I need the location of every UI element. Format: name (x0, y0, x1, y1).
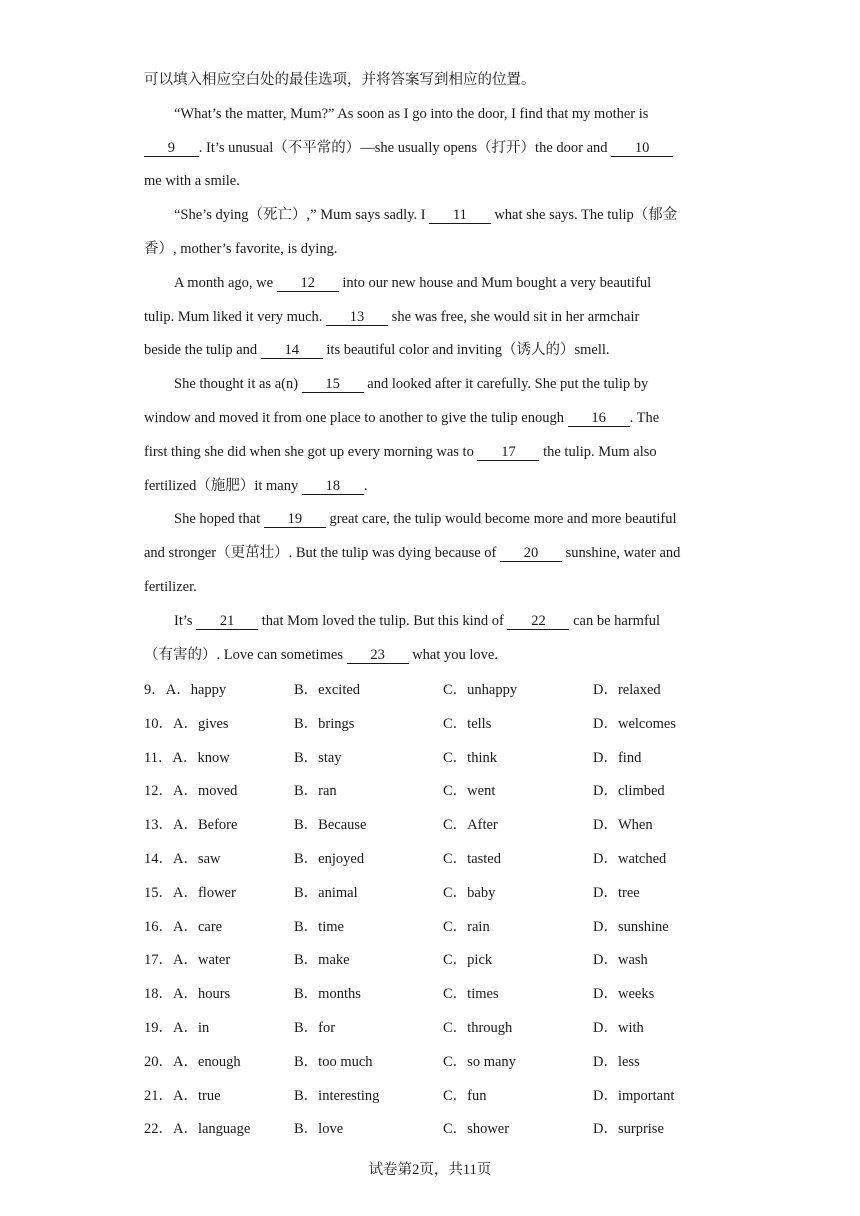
option-b[interactable] (294, 742, 342, 776)
passage-text: fertilized（施肥）it many (144, 477, 302, 494)
option-a[interactable] (144, 809, 237, 843)
option-c[interactable] (443, 708, 491, 742)
option-label: A．gives (173, 715, 229, 732)
passage-text: She thought it as a(n) (174, 376, 302, 393)
option-c[interactable] (443, 1113, 509, 1147)
option-b[interactable] (294, 1113, 343, 1147)
passage-text: A month ago, we (174, 274, 277, 291)
passage-text: beside the tulip and (144, 342, 261, 359)
passage-text: into our new house and Mum bought a very beautiful (338, 274, 652, 291)
option-label: D．surprise (593, 1121, 664, 1138)
passage-line (144, 571, 720, 605)
question-number: 22． (144, 1121, 173, 1138)
option-b[interactable] (294, 1046, 373, 1080)
option-label: A．happy (165, 682, 227, 698)
passage-text: its beautiful color and inviting（诱人的）smell. (322, 342, 610, 359)
option-d[interactable] (593, 1080, 674, 1114)
option-label: B．animal (294, 884, 358, 901)
option-b[interactable] (294, 708, 354, 742)
option-label: D．wash (593, 952, 648, 969)
question-row (144, 843, 724, 877)
passage-line (144, 165, 720, 199)
question-number: 10． (144, 715, 173, 732)
passage-text: “She’s dying（死亡）,” Mum says sadly. I (174, 207, 430, 224)
option-label: C．rain (443, 918, 490, 935)
option-d[interactable] (593, 843, 666, 877)
question-row (144, 674, 724, 708)
option-label: B．Because (294, 817, 367, 834)
option-d[interactable] (593, 1046, 640, 1080)
question-number: 21． (144, 1087, 173, 1104)
answer-blank[interactable]: 14 (262, 342, 321, 359)
option-c[interactable] (443, 877, 495, 911)
passage-line (144, 436, 720, 470)
answer-blank[interactable]: 9 (146, 139, 197, 156)
passage-line (144, 503, 720, 537)
passage-text: . The (629, 409, 660, 426)
option-label: A．moved (173, 783, 238, 800)
question-number: 16． (144, 918, 173, 935)
option-c[interactable] (443, 809, 498, 843)
passage-text: me with a smile. (144, 173, 240, 190)
option-label: D．weeks (593, 986, 655, 1003)
option-label: B．love (294, 1121, 344, 1138)
option-label: C．tasted (443, 850, 501, 867)
option-label: A．know (172, 749, 230, 766)
question-number: 19． (144, 1019, 173, 1036)
option-a[interactable] (144, 843, 221, 877)
question-row (144, 809, 724, 843)
passage-line (144, 132, 720, 166)
passage-line (144, 267, 720, 301)
question-number: 11． (144, 749, 173, 766)
option-a[interactable] (144, 911, 222, 945)
question-row (144, 944, 724, 978)
option-label: D．When (593, 817, 653, 834)
option-b[interactable] (294, 944, 350, 978)
passage-line (144, 368, 720, 402)
answer-blank[interactable]: 17 (479, 443, 538, 460)
passage-line (144, 639, 720, 673)
option-b[interactable] (294, 978, 361, 1012)
option-label: C．fun (443, 1087, 487, 1104)
option-label: B．too much (294, 1053, 373, 1070)
answer-blank[interactable]: 12 (278, 274, 337, 291)
option-label: C．pick (443, 952, 493, 969)
passage-line (144, 470, 720, 504)
option-label: D．watched (593, 850, 667, 867)
option-a[interactable] (144, 1012, 209, 1046)
passage-line (144, 233, 720, 267)
option-label: C．tells (443, 715, 492, 732)
option-label: B．time (294, 918, 344, 935)
option-c[interactable] (443, 911, 490, 945)
option-label: B．enjoyed (294, 850, 365, 867)
option-label: D．relaxed (593, 682, 661, 698)
option-a[interactable] (144, 775, 237, 809)
option-b[interactable] (294, 911, 344, 945)
option-label: B．brings (294, 715, 355, 732)
passage-line (144, 402, 720, 436)
option-label: B．ran (294, 783, 337, 800)
option-label: C．think (443, 749, 497, 766)
option-label: A．saw (173, 850, 221, 867)
passage-line (144, 98, 720, 132)
answer-blank[interactable]: 15 (303, 376, 362, 393)
question-number: 17． (144, 952, 173, 969)
passage-text: great care, the tulip would become more and more beautiful (325, 511, 677, 528)
option-b[interactable] (294, 877, 358, 911)
option-c[interactable] (443, 775, 495, 809)
passage-text: the tulip. Mum also (539, 443, 657, 460)
option-a[interactable] (144, 1080, 221, 1114)
instruction-line: 可以填入相应空白处的最佳选项，并将答案写到相应的位置。 (144, 72, 536, 88)
question-number: 9． (144, 682, 166, 698)
option-label: C．unhappy (443, 682, 518, 698)
passage-text: “What’s the matter, Mum?” As soon as I go into the door, I find that my mother is (174, 105, 649, 122)
option-c[interactable] (443, 944, 492, 978)
question-row (144, 877, 724, 911)
passage-text: She hoped that (174, 511, 264, 528)
question-row (144, 1012, 724, 1046)
option-label: D．climbed (593, 783, 665, 800)
page-footer: 试卷第2页，共11页 (368, 1162, 492, 1178)
option-label: B．excited (294, 682, 361, 698)
option-a[interactable] (144, 877, 236, 911)
option-label: A．in (173, 1019, 210, 1036)
option-a[interactable] (144, 674, 226, 708)
option-label: D．welcomes (593, 715, 676, 732)
option-label: C．so many (443, 1053, 516, 1070)
passage-text: can be harmful (569, 612, 661, 629)
passage-text: tulip. Mum liked it very much. (144, 308, 327, 325)
option-d[interactable] (593, 911, 669, 945)
option-c[interactable] (443, 1080, 487, 1114)
passage-line (144, 605, 720, 639)
option-label: A．hours (173, 986, 231, 1003)
question-row (144, 1046, 724, 1080)
option-label: A．water (173, 952, 231, 969)
option-label: D．important (593, 1087, 675, 1104)
option-label: B．interesting (294, 1087, 380, 1104)
option-a[interactable] (144, 978, 230, 1012)
option-c[interactable] (443, 843, 501, 877)
option-d[interactable] (593, 809, 653, 843)
option-label: D．find (593, 749, 642, 766)
question-number: 20． (144, 1053, 173, 1070)
answer-blank[interactable]: 23 (348, 646, 407, 663)
option-a[interactable] (144, 944, 230, 978)
answer-options (144, 674, 724, 1147)
passage-text: what you love. (408, 646, 498, 663)
option-label: C．baby (443, 884, 496, 901)
option-c[interactable] (443, 742, 497, 776)
passage-text: that Mom loved the tulip. But this kind of (258, 612, 508, 629)
option-b[interactable] (294, 843, 364, 877)
passage-text: first thing she did when she got up every morning was to (144, 443, 478, 460)
question-row (144, 978, 724, 1012)
question-number: 18． (144, 986, 173, 1003)
option-label: A．enough (173, 1053, 241, 1070)
option-d[interactable] (593, 978, 654, 1012)
option-label: A．flower (173, 884, 236, 901)
option-label: C．through (443, 1019, 513, 1036)
passage-text: and looked after it carefully. She put the tulip by (363, 376, 649, 393)
option-b[interactable] (294, 674, 360, 708)
passage-text: she was free, she would sit in her armchair (388, 308, 640, 325)
option-label: C．shower (443, 1121, 510, 1138)
answer-blank[interactable]: 20 (502, 545, 560, 562)
question-row (144, 1080, 724, 1114)
option-label: B．for (294, 1019, 336, 1036)
option-label: B．make (294, 952, 350, 969)
option-c[interactable] (443, 978, 499, 1012)
passage-text: . It’s unusual（不平常的）—she usually opens（打开）the door and (198, 139, 612, 156)
passage-text: （有害的）. Love can sometimes (144, 646, 347, 663)
option-label: C．After (443, 817, 498, 834)
answer-blank[interactable]: 10 (613, 139, 672, 156)
option-c[interactable] (443, 1046, 516, 1080)
option-a[interactable] (144, 1046, 241, 1080)
answer-blank[interactable]: 21 (198, 612, 257, 629)
option-b[interactable] (294, 1080, 379, 1114)
option-b[interactable] (294, 809, 366, 843)
option-d[interactable] (593, 1113, 664, 1147)
option-d[interactable] (593, 1012, 644, 1046)
option-label: C．times (443, 986, 499, 1003)
question-row (144, 708, 724, 742)
passage-text: window and moved it from one place to another to give the tulip enough (144, 409, 568, 426)
question-number: 15． (144, 884, 173, 901)
option-label: D．less (593, 1053, 640, 1070)
option-a[interactable] (144, 708, 229, 742)
option-d[interactable] (593, 742, 641, 776)
option-label: A．care (173, 918, 223, 935)
answer-blank[interactable]: 11 (431, 207, 489, 224)
option-c[interactable] (443, 674, 517, 708)
option-b[interactable] (294, 1012, 335, 1046)
question-number: 13． (144, 817, 173, 834)
option-label: C．went (443, 783, 496, 800)
passage-text: 香）, mother’s favorite, is dying. (144, 240, 338, 257)
passage-text: . (363, 477, 368, 494)
passage-line (144, 537, 720, 571)
answer-blank[interactable]: 16 (569, 409, 628, 426)
option-a[interactable] (144, 742, 230, 776)
option-label: A．language (173, 1121, 251, 1138)
option-b[interactable] (294, 775, 337, 809)
passage-text: what she says. The tulip（郁金 (490, 207, 678, 224)
answer-blank[interactable]: 22 (509, 612, 568, 629)
cloze-passage (144, 64, 720, 672)
passage-line (144, 199, 720, 233)
option-d[interactable] (593, 944, 648, 978)
passage-text: sunshine, water and (562, 545, 681, 562)
option-c[interactable] (443, 1012, 512, 1046)
passage-line (144, 301, 720, 335)
question-row (144, 742, 724, 776)
question-number: 14． (144, 850, 173, 867)
option-a[interactable] (144, 1113, 250, 1147)
passage-line (144, 334, 720, 368)
option-label: D．tree (593, 884, 640, 901)
option-d[interactable] (593, 877, 640, 911)
option-d[interactable] (593, 674, 661, 708)
passage-text: and stronger（更茁壮）. But the tulip was dying because of (144, 545, 500, 562)
option-d[interactable] (593, 775, 665, 809)
option-label: B．stay (294, 749, 342, 766)
answer-blank[interactable]: 13 (328, 308, 387, 325)
option-label: D．sunshine (593, 918, 669, 935)
question-number: 12． (144, 783, 173, 800)
option-label: B．months (294, 986, 361, 1003)
question-row (144, 911, 724, 945)
question-row (144, 1113, 724, 1147)
passage-text: It’s (174, 612, 197, 629)
option-label: D．with (593, 1019, 644, 1036)
question-row (144, 775, 724, 809)
answer-blank[interactable]: 18 (303, 477, 362, 494)
answer-blank[interactable]: 19 (265, 511, 324, 528)
option-label: A．Before (173, 817, 238, 834)
option-label: A．true (173, 1087, 221, 1104)
option-d[interactable] (593, 708, 676, 742)
passage-text: fertilizer. (144, 578, 197, 595)
